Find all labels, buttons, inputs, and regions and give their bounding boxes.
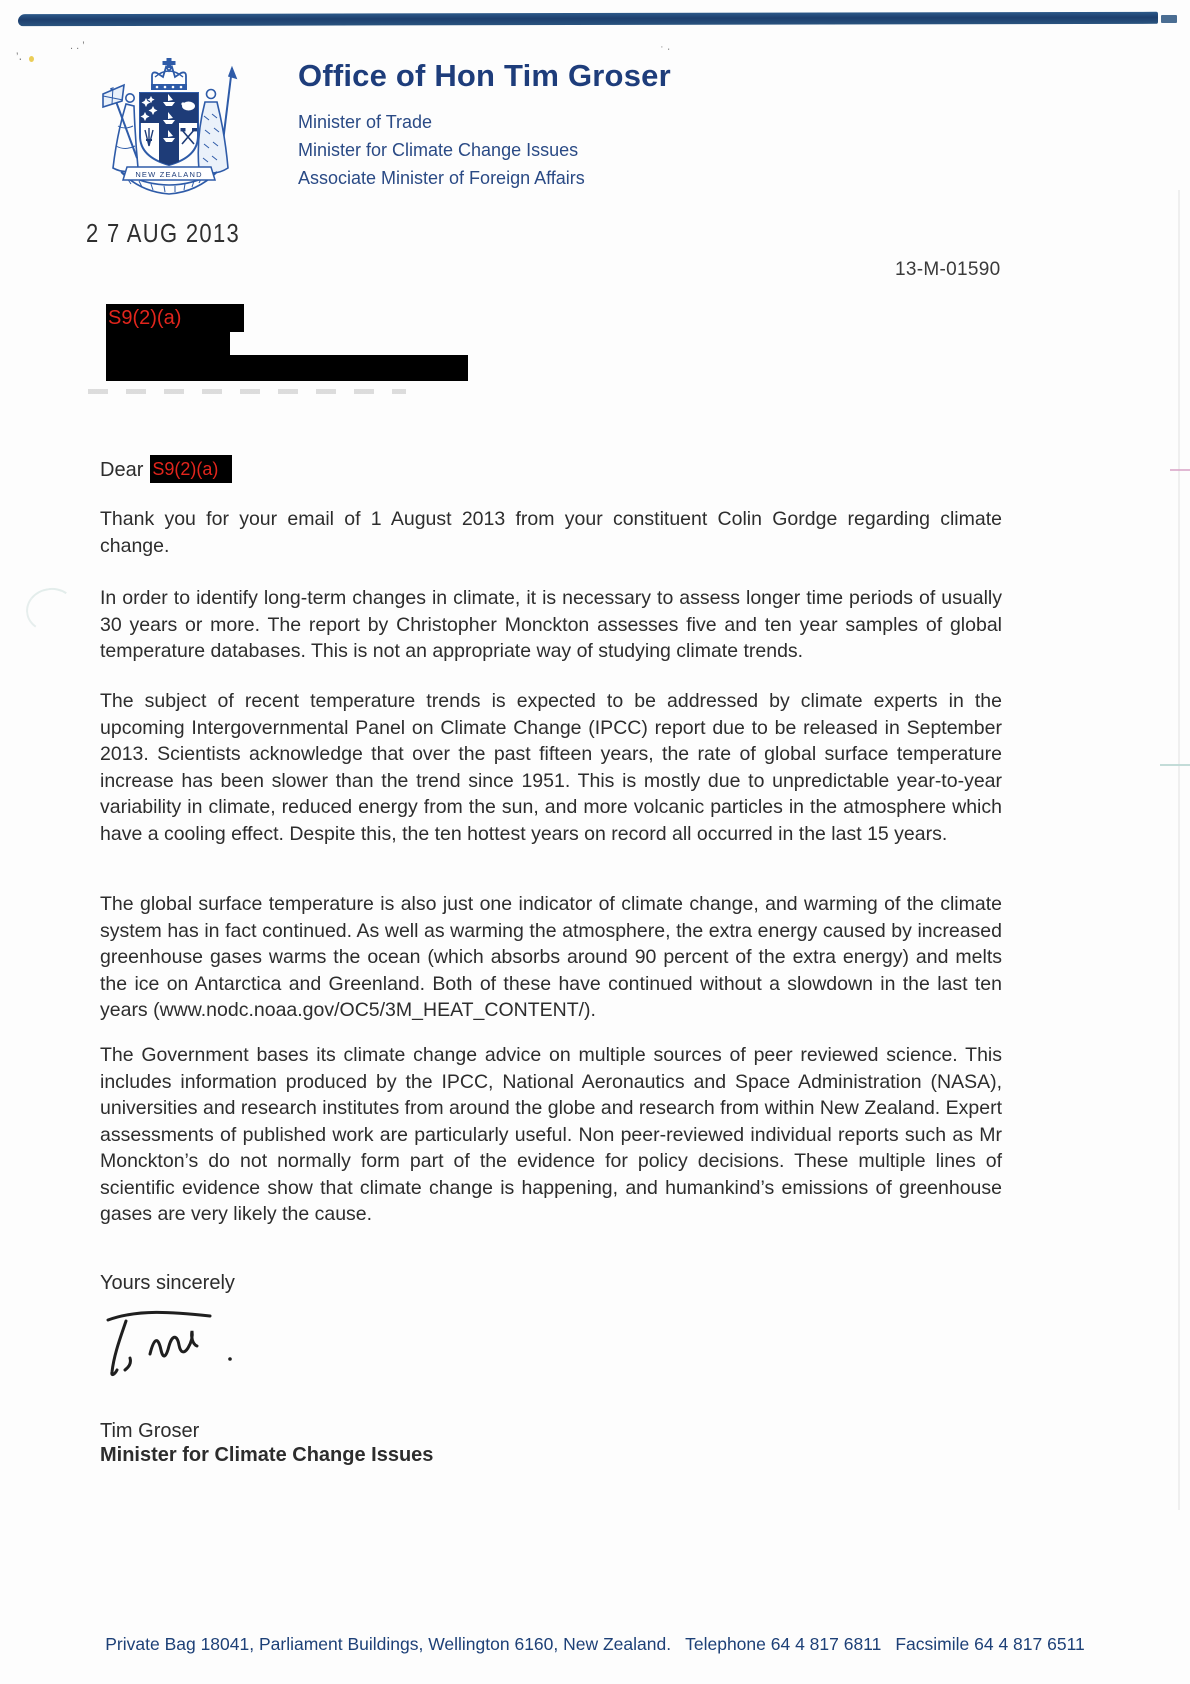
scan-margin-mark <box>23 585 79 636</box>
redacted-address-block <box>106 355 468 381</box>
redacted-address-block <box>106 304 244 332</box>
received-date-stamp: 2 7 AUG 2013 <box>86 219 241 249</box>
redaction-code-label: S9(2)(a) <box>152 459 219 479</box>
scan-redaction-remnant <box>88 389 406 394</box>
signatory-name: Tim Groser <box>100 1420 200 1442</box>
closing-line: Yours sincerely <box>100 1272 235 1294</box>
redacted-recipient-name <box>150 455 232 483</box>
scan-speck-yellow <box>29 56 34 62</box>
page-title: Office of Hon Tim Groser <box>298 58 671 93</box>
body-paragraph: The subject of recent temperature trends is expected to be addressed by climate experts in the upcoming Intergovernmental Panel on Climate Change (IPCC) report due to be released in September 2013. Scientists acknowledge that over the past fifteen years, the rate of global surface temperature increase has been slower than the trend since 1951. This is mostly due to unpredictable year-to-year variability in climate, reduced energy from the sun, and more volcanic particles in the atmosphere which have a cooling effect. Despite this, the ten hottest years on record all occurred in the last 15 years. <box>100 690 1002 845</box>
scan-top-bar-tail <box>1161 15 1177 23</box>
salutation-text: Dear <box>100 459 144 481</box>
footer-telephone: Telephone 64 4 817 6811 <box>685 1634 882 1654</box>
body-paragraph: In order to identify long-term changes in climate, it is necessary to assess longer time periods of usually 30 years or more. The report by Christopher Monckton assesses five and ten year samples of global temperature databases. This is not an appropriate way of studying climate trends. <box>100 587 1002 662</box>
footer-facsimile: Facsimile 64 4 817 6511 <box>895 1634 1085 1654</box>
minister-role-2: Minister for Climate Change Issues <box>298 140 579 160</box>
scan-top-bar <box>18 12 1158 26</box>
scan-edge-line <box>1178 190 1180 1510</box>
redaction-code-label: S9(2)(a) <box>108 307 182 329</box>
salutation-line <box>100 455 232 483</box>
footer-address: Private Bag 18041, Parliament Buildings, Wellington 6160, New Zealand. <box>105 1634 672 1654</box>
body-paragraph: The Government bases its climate change advice on multiple sources of peer reviewed science. This includes information produced by the IPCC, National Aeronautics and Space Administration (NASA), universities and research institutes from around the globe and research from within New Zealand. Expert assessments of published work are particularly useful. Non peer-reviewed individual reports such as Mr Monckton’s do not normally form part of the evidence for policy decisions. These multiple lines of scientific evidence show that climate change is happening, and humankind’s emissions of greenhouse gases are very likely the cause. <box>100 1044 1002 1225</box>
scan-speck: · ․ <box>660 41 671 53</box>
crest-banner-text: NEW ZEALAND <box>135 170 203 179</box>
letterhead-footer <box>0 1634 1190 1655</box>
scan-speck: ’․ <box>16 51 23 63</box>
scan-speck: . . ’ <box>70 40 85 52</box>
nz-coat-of-arms-icon <box>93 56 245 204</box>
redacted-address-block <box>106 331 230 356</box>
body-paragraph: The global surface temperature is also just one indicator of climate change, and warming of the climate system has in fact continued. As well as warming the atmosphere, the extra energy caused by increased greenhouse gases warms the ocean (which absorbs around 90 percent of the extra energy) and melts the ice on Antarctica and Greenland. Both of these have continued without a slowdown in the last ten years (www.nodc.noaa.gov/OC5/3M_HEAT_CONTENT/). <box>100 893 1002 1021</box>
signatory-title: Minister for Climate Change Issues <box>100 1444 434 1466</box>
minister-role-1: Minister of Trade <box>298 112 433 132</box>
reference-number: 13-M-01590 <box>895 259 1001 280</box>
minister-role-3: Associate Minister of Foreign Affairs <box>298 168 585 188</box>
handwritten-signature <box>100 1304 255 1386</box>
body-paragraph: Thank you for your email of 1 August 2013 from your constituent Colin Gordge regarding climate change. <box>100 508 1002 557</box>
scan-teal-tick <box>1160 764 1190 766</box>
scan-pink-tick <box>1170 469 1190 471</box>
